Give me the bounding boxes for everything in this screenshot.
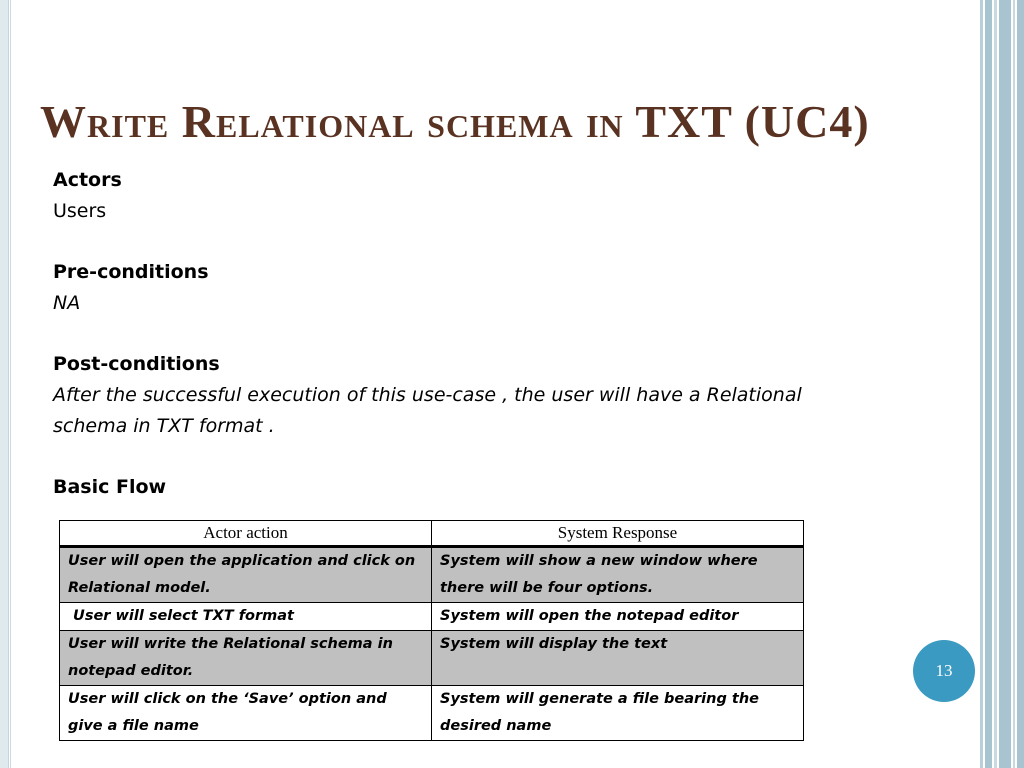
basic-flow-table [59, 520, 804, 741]
page-number-badge: 13 [913, 640, 975, 702]
postconditions-value-line2: schema in TXT format . [53, 415, 275, 437]
actor-action-cell: User will select TXT format [60, 603, 432, 631]
system-response-cell: System will generate a file bearing the desired name [432, 686, 804, 741]
header-system-response: System Response [432, 521, 804, 547]
actor-action-cell: User will open the application and click on Relational model. [60, 547, 432, 603]
table-row [60, 631, 804, 686]
table-header-row [60, 521, 804, 547]
basic-flow-label: Basic Flow [53, 476, 167, 498]
left-decor-line [10, 0, 11, 768]
system-response-cell: System will show a new window where there will be four options. [432, 547, 804, 603]
slide-title: Write Relational schema in TXT (UC4) [40, 96, 870, 147]
actors-label: Actors [53, 169, 122, 191]
right-decor-bar [994, 0, 997, 768]
table-row [60, 547, 804, 603]
actor-action-cell: User will write the Relational schema in notepad editor. [60, 631, 432, 686]
system-response-cell: System will open the notepad editor [432, 603, 804, 631]
preconditions-value: NA [53, 292, 81, 314]
postconditions-value-line1: After the successful execution of this use-case , the user will have a Relational [53, 384, 802, 406]
actor-action-cell: User will click on the ‘Save’ option and give a file name [60, 686, 432, 741]
table-row [60, 603, 804, 631]
preconditions-label: Pre-conditions [53, 261, 209, 283]
system-response-cell: System will display the text [432, 631, 804, 686]
right-decor-bar [1013, 0, 1015, 768]
table-row [60, 686, 804, 741]
right-decor-bar [999, 0, 1011, 768]
actors-value: Users [53, 200, 107, 222]
slide-content [53, 165, 903, 503]
postconditions-label: Post-conditions [53, 353, 220, 375]
header-actor-action: Actor action [60, 521, 432, 547]
left-decor-stripe [0, 0, 9, 768]
right-decor-bar [1017, 0, 1024, 768]
